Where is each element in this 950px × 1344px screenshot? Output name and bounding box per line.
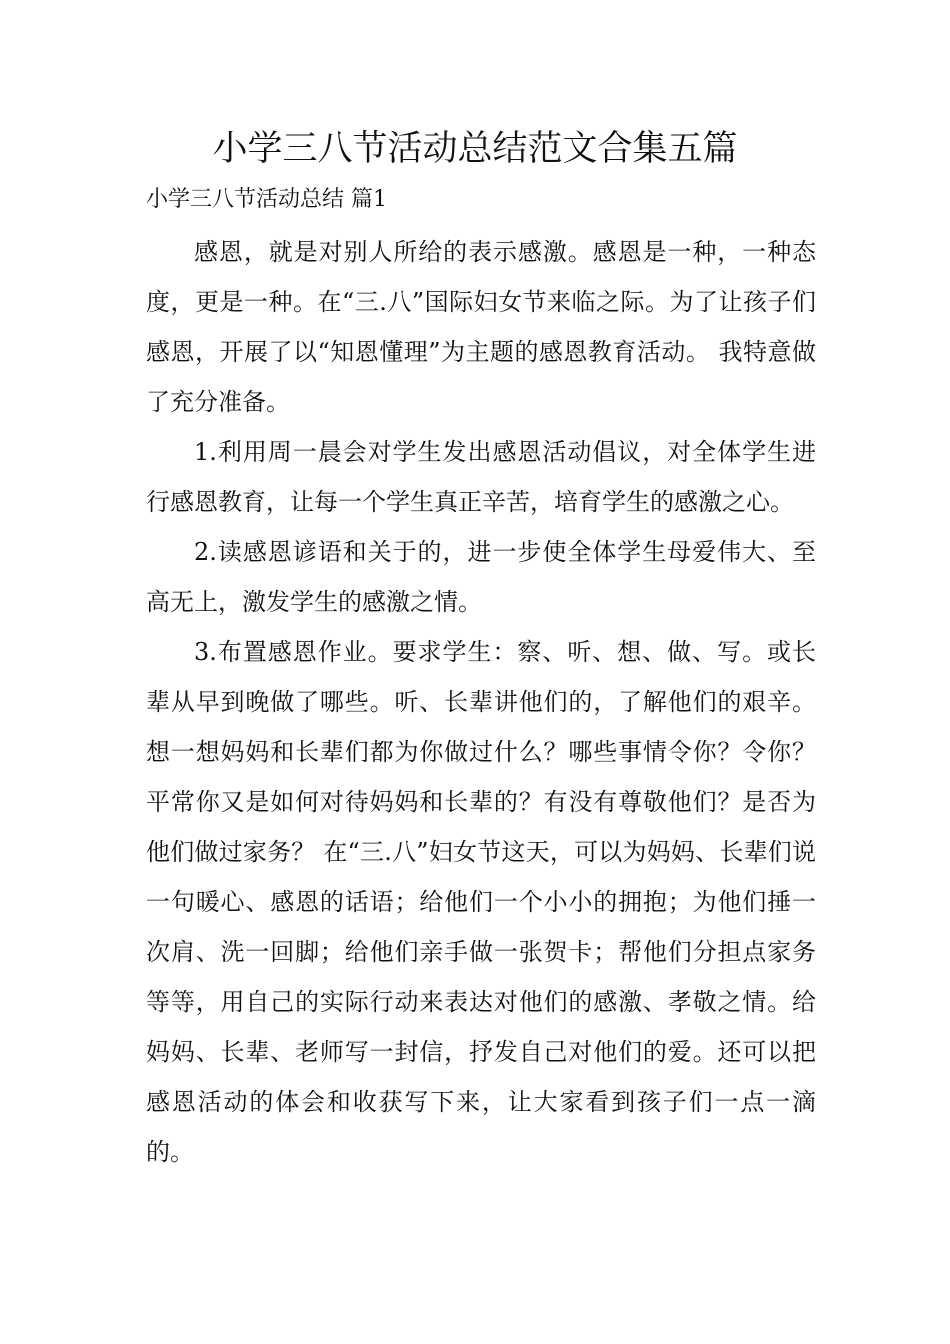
section-heading: 小学三八节活动总结 篇1: [146, 187, 387, 212]
paragraph-item-1: 1.利用周一晨会对学生发出感恩活动倡议，对全体学生进行感恩教育，让每一个学生真正辛苦，培育学生的感激之心。: [146, 438, 816, 516]
document-title: 小学三八节活动总结范文合集五篇: [212, 129, 738, 169]
paragraph-item-2: 2.读感恩谚语和关于的，进一步使全体学生母爱伟大、至高无上，激发学生的感激之情。: [146, 538, 816, 616]
document-body: [146, 227, 816, 1177]
paragraph-item-3: 3.布置感恩作业。要求学生：察、听、想、做、写。或长辈从早到晚做了哪些。听、长辈讲他们的，了解他们的艰辛。想一想妈妈和长辈们都为你做过什么？哪些事情令你？令你？平常你又是如何对待妈妈和长辈的？有没有尊敬他们？是否为他们做过家务？ 在“三.八”妇女节这天，可以为妈妈、长辈们说一句暖心、感恩的话语；给他们一个小小的拥抱；为他们捶一次肩、洗一回脚；给他们亲手做一张贺卡；帮他们分担点家务等等，用自己的实际行动来表达对他们的感激、孝敬之情。给妈妈、长辈、老师写一封信，抒发自己对他们的爱。还可以把感恩活动的体会和收获写下来，让大家看到孩子们一点一滴的。: [146, 638, 816, 1166]
paragraph-intro: 感恩，就是对别人所给的表示感激。感恩是一种，一种态度，更是一种。在“三.八”国际妇女节来临之际。为了让孩子们感恩，开展了以“知恩懂理”为主题的感恩教育活动。 我特意做了充分准备。: [146, 238, 816, 416]
